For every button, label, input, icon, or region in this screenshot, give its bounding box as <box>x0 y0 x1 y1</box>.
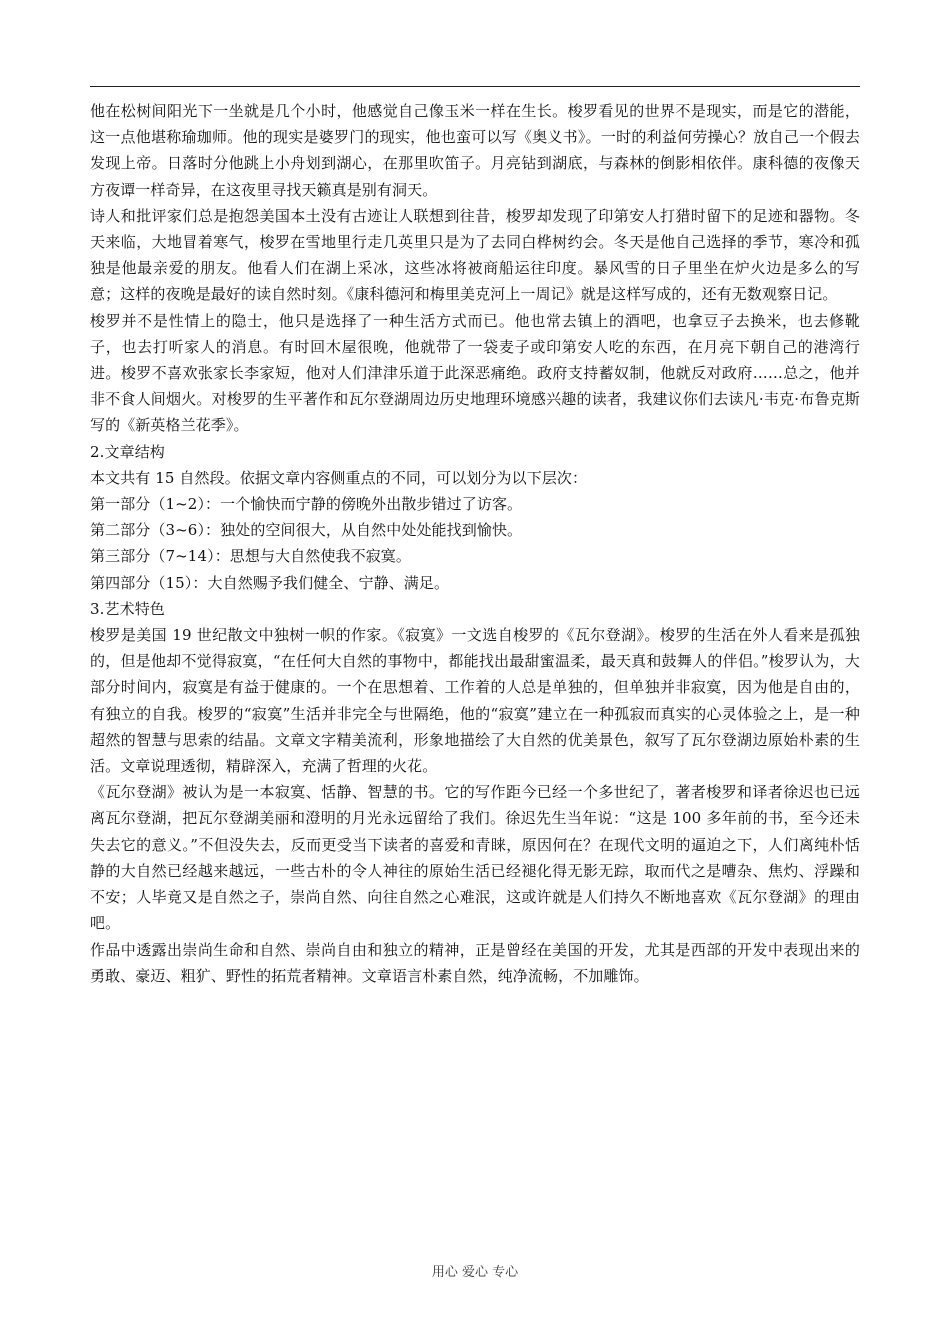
paragraph-not-a-hermit: 梭罗并不是性情上的隐士，他只是选择了一种生活方式而已。他也常去镇上的酒吧，也拿豆子去换米，也去修靴子，也去打听家人的消息。有时回木屋很晚，他就带了一袋麦子或印第安人吃的东西，在月亮下朝自己的港湾行进。梭罗不喜欢张家长李家短，他对人们津津乐道于此深恶痛绝。政府支持蓄奴制，他就反对政府……总之，他并非不食人间烟火。对梭罗的生平著作和瓦尔登湖周边历史地理环境感兴趣的读者，我建议你们去读凡·韦克·布鲁克斯写的《新英格兰花季》。 <box>90 311 860 435</box>
structure-part-3: 第三部分（7~14）：思想与大自然使我不寂寞。 <box>90 547 412 566</box>
paragraph-winter-and-solitude: 诗人和批评家们总是抱怨美国本土没有古迹让人联想到往昔，梭罗却发现了印第安人打猎时留下的足迹和器物。冬天来临，大地冒着寒气，梭罗在雪地里行走几英里只是为了去同白桦树约会。冬天是他自己选择的季节，寒冷和孤独是他最亲爱的朋友。他看人们在湖上采冰，这些冰将被商船运往印度。暴风雪的日子里坐在炉火边是多么的写意；这样的夜晚是最好的读自然时刻。《康科德河和梅里美克河上一周记》就是这样写成的，还有无数观察日记。 <box>90 206 860 304</box>
structure-part-2: 第二部分（3~6）：独处的空间很大，从自然中处处能找到愉快。 <box>90 521 523 540</box>
structure-part-4: 第四部分（15）：大自然赐予我们健全、宁静、满足。 <box>90 573 450 592</box>
section-heading-structure: 2.文章结构 <box>90 442 165 461</box>
page-footer: 用心 爱心 专心 <box>431 1265 519 1280</box>
section-heading-artistry: 3.艺术特色 <box>90 599 165 618</box>
paragraph-pioneer-spirit: 作品中透露出崇尚生命和自然、崇尚自由和独立的精神，正是曾经在美国的开发，尤其是西部的开发中表现出来的勇敢、豪迈、粗犷、野性的拓荒者精神。文章语言朴素自然，纯净流畅，不加雕饰。 <box>90 940 860 985</box>
paragraph-thoreau-meditation: 他在松树间阳光下一坐就是几个小时，他感觉自己像玉米一样在生长。梭罗看见的世界不是现实，而是它的潜能，这一点他堪称瑜珈师。他的现实是婆罗门的现实，他也蛮可以写《奥义书》。一时的利益何劳操心？放自己一个假去发现上帝。日落时分他跳上小舟划到湖心，在那里吹笛子。月亮钻到湖底，与森林的倒影相依伴。康科德的夜像天方夜谭一样奇异，在这夜里寻找天籁真是别有洞天。 <box>90 102 860 199</box>
document-body <box>90 98 860 989</box>
paragraph-structure-intro: 本文共有 15 自然段。依据文章内容侧重点的不同，可以划分为以下层次： <box>90 468 588 487</box>
paragraph-artistry-solitude: 梭罗是美国 19 世纪散文中独树一帜的作家。《寂寞》一文选自梭罗的《瓦尔登湖》。梭罗的生活在外人看来是孤独的，但是他却不觉得寂寞，“在任何大自然的事物中，都能找出最甜蜜温柔，最天真和鼓舞人的伴侣。”梭罗认为，大部分时间内，寂寞是有益于健康的。一个在思想着、工作着的人总是单独的，但单独并非寂寞，因为他是自由的，有独立的自我。梭罗的“寂寞”生活并非完全与世隔绝，他的“寂寞”建立在一种孤寂而真实的心灵体验之上，是一种超然的智慧与思索的结晶。文章文字精美流利，形象地描绘了大自然的优美景色，叙写了瓦尔登湖边原始朴素的生活。文章说理透彻，精辟深入，充满了哲理的火花。 <box>90 626 860 776</box>
paragraph-walden-book: 《瓦尔登湖》被认为是一本寂寞、恬静、智慧的书。它的写作距今已经一个多世纪了，著者梭罗和译者徐迟也已远离瓦尔登湖，把瓦尔登湖美丽和澄明的月光永远留给了我们。徐迟先生当年说：“这是 100 多年前的书，至今还未失去它的意义。”不但没失去，反而更受当下读者的喜爱和青睐，原因何在？在现代文明的逼迫之下，人们离纯朴恬静的大自然已经越来越远，一些古朴的令人神往的原始生活已经褪化得无影无踪，取而代之是嘈杂、焦灼、浮躁和不安；人毕竟又是自然之子，崇尚自然、向往自然之心难泯，这或许就是人们持久不断地喜欢《瓦尔登湖》的理由吧。 <box>90 783 860 933</box>
structure-part-1: 第一部分（1~2）：一个愉快而宁静的傍晚外出散步错过了访客。 <box>90 495 523 514</box>
header-rule <box>90 86 860 87</box>
